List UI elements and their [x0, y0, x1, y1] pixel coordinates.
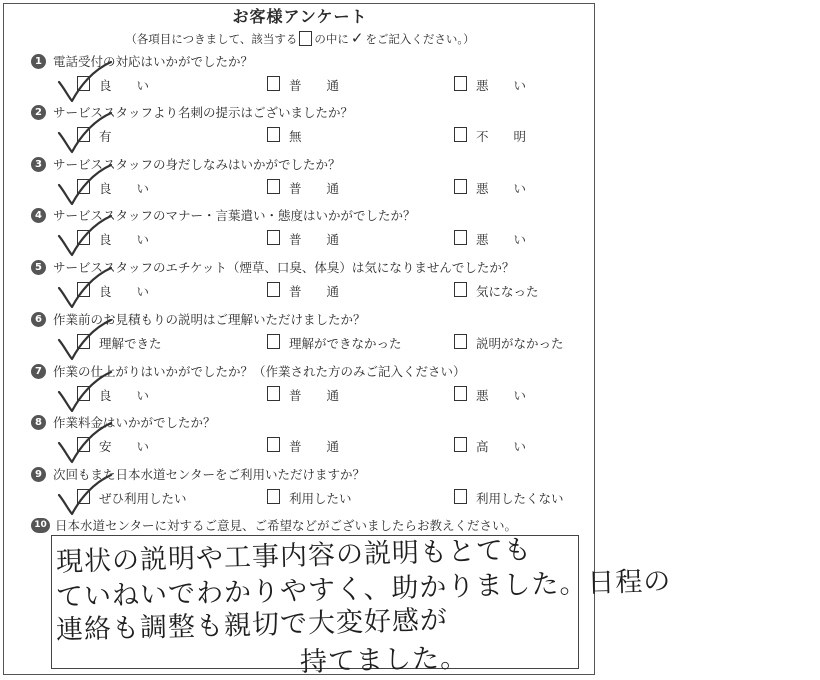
question-text: サービススタッフのマナー・言葉遣い・態度はいかがでしたか？ — [53, 208, 416, 223]
checkbox[interactable] — [454, 489, 467, 504]
question-6 — [31, 310, 591, 360]
checkbox[interactable] — [267, 386, 280, 401]
handwritten-check-mark-icon — [55, 421, 115, 465]
question-text: 日本水道センターに対するご意見、ご希望などがございましたらお教えください。 — [55, 518, 518, 533]
option-label: 普 通 — [289, 78, 340, 93]
question-text: 電話受付の対応はいかがでしたか？ — [53, 54, 254, 69]
option-label: 良 い — [99, 78, 150, 93]
checkbox[interactable] — [454, 282, 467, 297]
option-label: 普 通 — [289, 181, 340, 196]
option-label: 普 通 — [289, 284, 340, 299]
handwritten-check-mark-icon — [55, 214, 115, 258]
checkbox[interactable] — [454, 437, 467, 452]
question-3 — [31, 155, 591, 205]
checkbox[interactable] — [454, 127, 467, 142]
question-number-badge: 8 — [31, 415, 46, 430]
option-label: 説明がなかった — [476, 336, 564, 351]
question-9 — [31, 465, 591, 515]
option-label: 無 — [289, 129, 302, 144]
checkbox[interactable] — [267, 437, 280, 452]
handwritten-check-mark-icon — [55, 266, 115, 310]
checkbox[interactable] — [267, 76, 280, 91]
option-label: 利用したくない — [476, 491, 564, 506]
question-5 — [31, 258, 591, 308]
checkbox[interactable] — [454, 334, 467, 349]
question-number-badge: 7 — [31, 364, 46, 379]
question-text: 作業の仕上がりはいかがでしたか？（作業された方のみご記入ください） — [53, 364, 466, 379]
handwritten-comment-line-2: ていねいでわかりやすく、助かりました。日程の — [55, 565, 672, 613]
checkbox[interactable] — [454, 230, 467, 245]
instruction-line — [0, 29, 600, 47]
question-text: サービススタッフより名刺の提示はございましたか？ — [53, 105, 354, 120]
page-title: お客様アンケート — [232, 7, 368, 26]
handwritten-comment-line-1: 現状の説明や工事内容の説明もとても — [55, 534, 533, 578]
checkbox[interactable] — [454, 386, 467, 401]
question-2 — [31, 103, 591, 153]
question-number-badge: 3 — [31, 157, 46, 172]
option-label: 良 い — [99, 388, 150, 403]
checkbox[interactable] — [454, 76, 467, 91]
option-label: 理解できた — [99, 336, 162, 351]
option-label: 有 — [99, 129, 112, 144]
question-number-badge: 1 — [31, 54, 46, 69]
instruction-middle: の中に — [314, 32, 349, 46]
question-text: 次回もまた日本水道センターをご利用いただけますか？ — [53, 467, 366, 482]
instruction-before: （各項目につきまして、該当する — [125, 32, 298, 46]
question-7 — [31, 362, 591, 412]
option-label: 悪 い — [476, 388, 527, 403]
option-label: 安 い — [99, 439, 150, 454]
handwritten-check-mark-icon — [55, 370, 115, 414]
option-label: 不 明 — [476, 129, 527, 144]
handwritten-check-mark-icon — [55, 473, 115, 517]
instruction-box-icon — [299, 31, 312, 46]
question-text: サービススタッフの身だしなみはいかがでしたか？ — [53, 157, 341, 172]
checkbox[interactable] — [267, 489, 280, 504]
question-number-badge: 4 — [31, 208, 46, 223]
question-text: 作業料金はいかがでしたか？ — [53, 415, 216, 430]
option-label: 悪 い — [476, 78, 527, 93]
handwritten-check-mark-icon — [55, 60, 115, 104]
handwritten-check-mark-icon — [55, 111, 115, 155]
option-label: 理解ができなかった — [289, 336, 402, 351]
question-text: サービススタッフのエチケット（煙草、口臭、体臭）は気になりませんでしたか？ — [53, 260, 515, 275]
checkbox[interactable] — [454, 179, 467, 194]
question-4 — [31, 206, 591, 256]
checkbox[interactable] — [267, 282, 280, 297]
handwritten-comment-line-3: 連絡も調整も親切で大変好感が — [55, 604, 449, 646]
instruction-after: をご記入ください。） — [365, 32, 475, 46]
handwritten-check-mark-icon — [55, 318, 115, 362]
checkbox[interactable] — [267, 334, 280, 349]
question-text: 作業前のお見積もりの説明はご理解いただけましたか？ — [53, 312, 366, 327]
handwritten-comment-line-4: 持てました。 — [299, 642, 469, 678]
checkbox[interactable] — [267, 127, 280, 142]
option-label: ぜひ利用したい — [99, 491, 187, 506]
option-label: 悪 い — [476, 181, 527, 196]
option-label: 普 通 — [289, 232, 340, 247]
option-label: 気になった — [476, 284, 539, 299]
question-number-badge: 6 — [31, 312, 46, 327]
handwritten-check-mark-icon — [55, 163, 115, 207]
question-8 — [31, 413, 591, 463]
question-1 — [31, 52, 591, 102]
question-number-badge: 10 — [31, 518, 50, 533]
question-number-badge: 2 — [31, 105, 46, 120]
question-number-badge: 5 — [31, 260, 46, 275]
option-label: 普 通 — [289, 388, 340, 403]
checkbox[interactable] — [267, 230, 280, 245]
option-label: 高 い — [476, 439, 527, 454]
option-label: 良 い — [99, 284, 150, 299]
instruction-check-icon: ✓ — [350, 29, 364, 47]
option-label: 普 通 — [289, 439, 340, 454]
question-number-badge: 9 — [31, 467, 46, 482]
checkbox[interactable] — [267, 179, 280, 194]
option-label: 良 い — [99, 232, 150, 247]
option-label: 悪 い — [476, 232, 527, 247]
option-label: 良 い — [99, 181, 150, 196]
option-label: 利用したい — [289, 491, 352, 506]
